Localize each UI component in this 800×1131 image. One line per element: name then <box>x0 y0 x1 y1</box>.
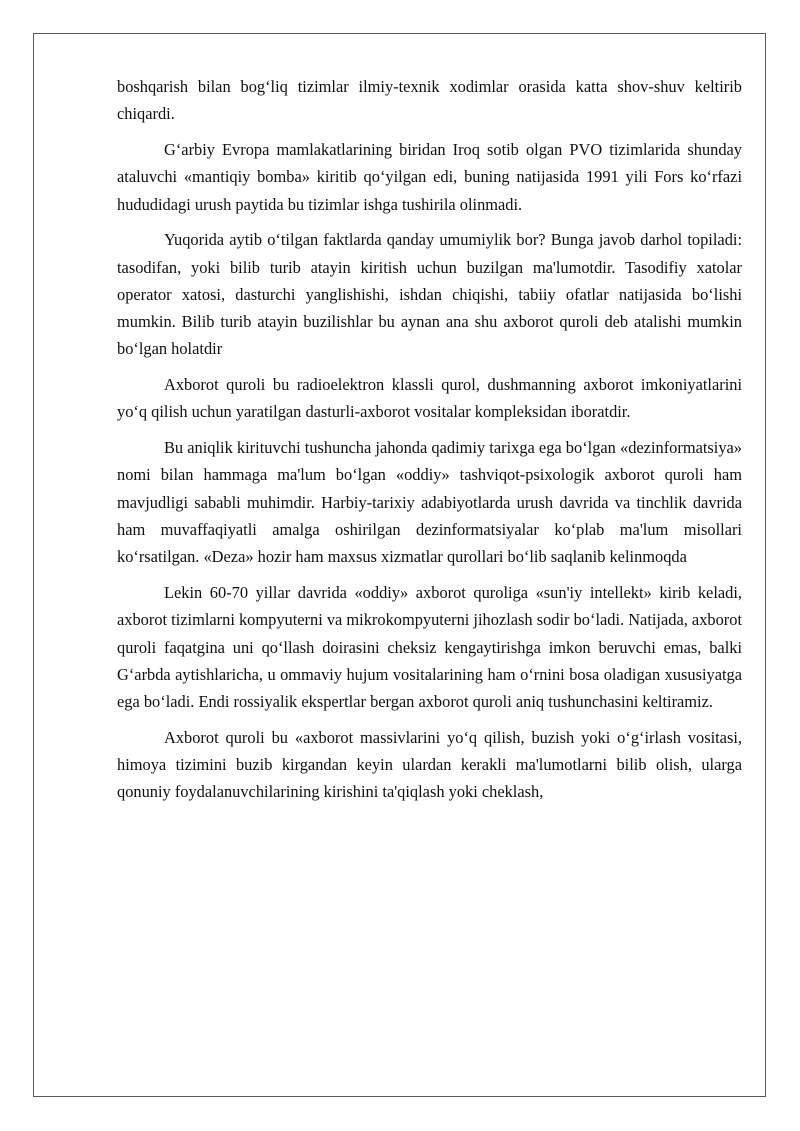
document-body <box>117 73 742 814</box>
paragraph-5: Bu aniqlik kirituvchi tushuncha jahonda qadimiy tarixga ega bo‘lgan «dezinformatsiya» nomi bilan hammaga ma'lum bo‘lgan «oddiy» tashviqot-psixologik axborot quroli ham mavjudligi sababli muhimdir. Harbiy-tarixiy adabiyotlarda urush davrida va tinchlik davrida ham muvaffaqiyatli amalga oshirilgan dezinformatsiyalar ko‘plab ma'lum misollari ko‘rsatilgan. «Deza» hozir ham maxsus xizmatlar qurollari bo‘lib saqlanib kelinmoqda <box>117 438 742 567</box>
paragraph-7: Axborot quroli bu «axborot massivlarini yo‘q qilish, buzish yoki o‘g‘irlash vositasi, himoya tizimini buzib kirgandan keyin ulardan kerakli ma'lumotlarni bilib olish, ularga qonuniy foydalanuvchilarining kirishini ta'qiqlash yoki cheklash, <box>117 727 742 802</box>
paragraph-2: G‘arbiy Evropa mamlakatlarining biridan Iroq sotib olgan PVO tizimlarida shunday ataluvchi «mantiqiy bomba» kiritib qo‘yilgan edi, buning natijasida 1991 yili Fors ko‘rfazi hududidagi urush paytida bu tizimlar ishga tushirila olinmadi. <box>117 139 742 214</box>
paragraph-3: Yuqorida aytib o‘tilgan faktlarda qanday umumiylik bor? Bunga javob darhol topiladi: tasodifan, yoki bilib turib atayin kiritish uchun buzilgan ma'lumotdir. Tasodifiy xatolar operator xatosi, dasturchi yanglishishi, ishdan chiqishi, tabiiy ofatlar natijasida bo‘lishi mumkin. Bilib turib atayin buzilishlar bu aynan ana shu axborot quroli deb atalishi mumkin bo‘lgan holatdir <box>117 230 742 359</box>
paragraph-1: boshqarish bilan bog‘liq tizimlar ilmiy-texnik xodimlar orasida katta shov-shuv keltirib chiqardi. <box>117 77 742 124</box>
paragraph-4: Axborot quroli bu radioelektron klassli qurol, dushmanning axborot imkoniyatlarini yo‘q qilish uchun yaratilgan dasturli-axborot vositalar kompleksidan iboratdir. <box>117 375 742 422</box>
paragraph-6: Lekin 60-70 yillar davrida «oddiy» axborot quroliga «sun'iy intellekt» kirib keladi, axborot tizimlarni kompyuterni va mikrokompyuterni jihozlash sodir bo‘ladi. Natijada, axborot quroli faqatgina uni qo‘llash doirasini cheksiz kengaytirishga imkon beruvchi emas, balki G‘arbda aytishlaricha, u ommaviy hujum vositalarining ham o‘rnini bosa oladigan xususiyatga ega bo‘ladi. Endi rossiyalik ekspertlar bergan axborot quroli aniq tushunchasini keltiramiz. <box>117 583 742 712</box>
